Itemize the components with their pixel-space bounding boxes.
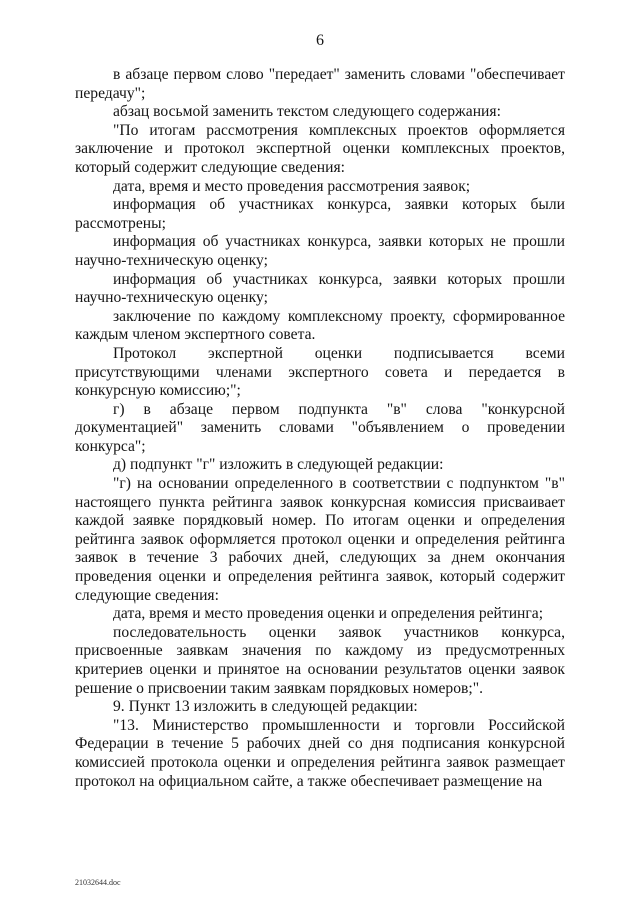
paragraph: "По итогам рассмотрения комплексных проектов оформляется заключение и протокол экспертной оценки комплексных проектов, который содержит следующие сведения:: [75, 121, 565, 176]
paragraph: дата, время и место проведения оценки и определения рейтинга;: [113, 605, 544, 623]
paragraph: заключение по каждому комплексному проекту, сформированное каждым членом экспертного совета.: [75, 307, 565, 344]
paragraph: "13. Министерство промышленности и торговли Российской Федерации в течение 5 рабочих дней со дня подписания конкурсной комиссией протокола оценки и определения рейтинга заявок размещает протокол на официальном сайте, а также обеспечивает размещение на: [75, 716, 565, 790]
document-body: [75, 66, 565, 791]
paragraph: д) подпункт "г" изложить в следующей редакции:: [113, 456, 444, 474]
paragraph: в абзаце первом слово "передает" заменить словами "обеспечивает передачу";: [75, 66, 565, 102]
paragraph: абзац восьмой заменить текстом следующего содержания:: [113, 103, 501, 121]
footer-filename: 21032644.doc: [75, 878, 121, 887]
page-number: 6: [316, 32, 324, 49]
paragraph: последовательность оценки заявок участников конкурса, присвоенные заявкам значения по каждому из предусмотренных критериев оценки и принятое на основании результатов оценки заявок решение о присвоении таким заявкам порядковых номеров;".: [75, 623, 565, 697]
paragraph: "г) на основании определенного в соответствии с подпунктом "в" настоящего пункта рейтинга заявок конкурсная комиссия присваивает каждой заявке порядковый номер. По итогам оценки и определения рейтинга заявок оформляется протокол оценки и определения рейтинга заявок в течение 3 рабочих дней, следующих за днем окончания проведения оценки и определения рейтинга заявок, который содержит следующие сведения:: [75, 475, 565, 604]
paragraph: информация об участниках конкурса, заявки которых не прошли научно-техническую оценку;: [75, 233, 565, 269]
paragraph: 9. Пункт 13 изложить в следующей редакции:: [113, 698, 418, 716]
paragraph: дата, время и место проведения рассмотрения заявок;: [113, 177, 471, 195]
paragraph: Протокол экспертной оценки подписывается всеми присутствующими членами экспертного совета и передается в конкурсную комиссию;";: [75, 344, 565, 400]
paragraph: информация об участниках конкурса, заявки которых прошли научно-техническую оценку;: [75, 270, 565, 307]
paragraph: г) в абзаце первом подпункта "в" слова "конкурсной документацией" заменить словами "объявлением о проведении конкурса";: [75, 400, 565, 455]
paragraph: информация об участниках конкурса, заявки которых были рассмотрены;: [75, 196, 565, 232]
